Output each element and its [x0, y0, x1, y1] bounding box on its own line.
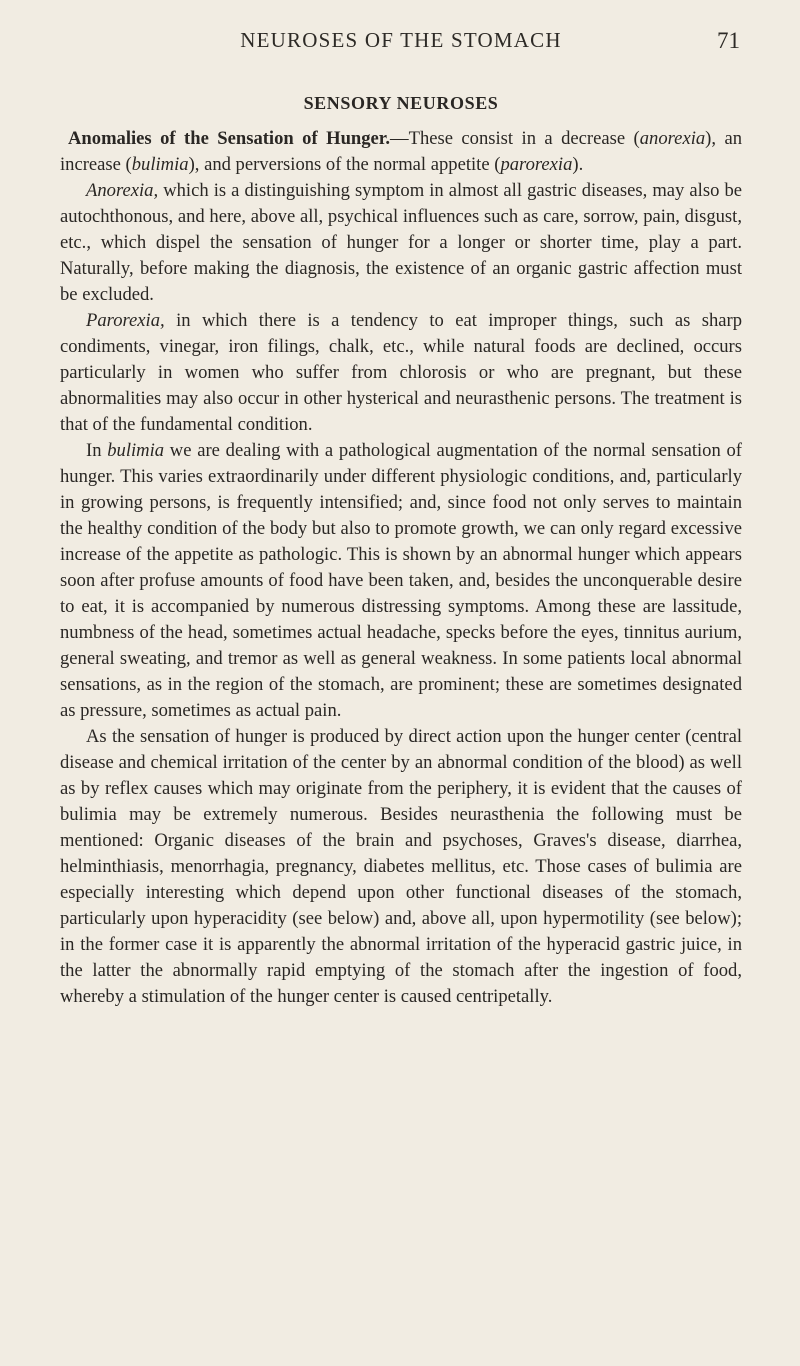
paragraph-text: ), an increase (	[60, 128, 742, 175]
paragraph-bulimia-causes	[60, 724, 742, 1010]
running-head	[60, 0, 742, 56]
paragraph-bulimia	[60, 438, 742, 724]
run-in-heading: Anomalies of the Sensation of Hunger.	[68, 128, 390, 149]
paragraph-anorexia	[60, 178, 742, 308]
body-text	[60, 126, 742, 1010]
running-title: NEUROSES OF THE STOMACH	[240, 28, 562, 52]
paragraph-text: —These consist in a decrease (	[390, 128, 640, 149]
term-parorexia: Parorexia,	[86, 310, 165, 331]
paragraph-text: In	[86, 440, 108, 461]
term-bulimia: bulimia	[131, 154, 189, 175]
paragraph-text: ), and perversions of the normal appetite (	[188, 154, 501, 175]
term-anorexia: Anorexia,	[86, 180, 159, 201]
paragraph-text: ).	[572, 154, 584, 175]
paragraph-text: As the sensation of hunger is produced by direct action upon the hunger center (central disease and chemical irritation of the center by an abnormal condition of the blood) as well as by reflex causes which may originate from the periphery, it is evident that the causes of bulimia may be extremely numerous. Besides neurasthenia the following must be mentioned: Organic diseases of the brain and psychoses, Graves's disease, diarrhea, helminthiasis, menorrhagia, pregnancy, diabetes mellitus, etc. Those cases of bulimia are especially interesting which depend upon other functional diseases of the stomach, particularly upon hyperacidity (see below) and, above all, upon hypermotility (see below); in the former case it is apparently the abnormal irritation of the hyperacid gastric juice, in the latter the abnormally rapid emptying of the stomach after the ingestion of food, whereby a stimulation of the hunger center is caused centripetally.	[60, 726, 742, 1007]
term-parorexia: parorexia	[500, 154, 573, 175]
paragraph-parorexia	[60, 308, 742, 438]
paragraph-text: which is a distinguishing symptom in almost all gastric diseases, may also be autochthonous, and here, above all, psychical influences such as care, sorrow, pain, disgust, etc., which dispel the sensation of hunger for a longer or shorter time, play a part. Naturally, before making the diagnosis, the existence of an organic gastric affection must be excluded.	[60, 180, 742, 305]
term-anorexia: anorexia	[639, 128, 706, 149]
paragraph-hunger-anomalies	[60, 126, 742, 178]
term-bulimia: bulimia	[107, 440, 165, 461]
paragraph-text: we are dealing with a pathological augmentation of the normal sensation of hunger. This varies extraordinarily under different physiologic conditions, and, particularly in growing persons, is frequently intensified; and, since food not only serves to maintain the healthy condition of the body but also to promote growth, we can only regard excessive increase of the appetite as pathologic. This is shown by an abnormal hunger which appears soon after profuse amounts of food have been taken, and, besides the unconquerable desire to eat, it is accompanied by numerous distressing symptoms. Among these are lassitude, numbness of the head, sometimes actual headache, specks before the eyes, tinnitus aurium, general sweating, and tremor as well as general weakness. In some patients local abnormal sensations, as in the region of the stomach, are prominent; these are sometimes designated as pressure, sometimes as actual pain.	[60, 440, 742, 721]
page-number: 71	[717, 28, 740, 53]
section-heading: SENSORY NEUROSES	[303, 93, 499, 113]
paragraph-text: in which there is a tendency to eat improper things, such as sharp condiments, vinegar, iron filings, chalk, etc., while natural foods are declined, occurs particularly in women who suffer from chlorosis or who are pregnant, but these abnormalities may also occur in other hysterical and neurasthenic persons. The treatment is that of the fundamental condition.	[60, 310, 742, 435]
